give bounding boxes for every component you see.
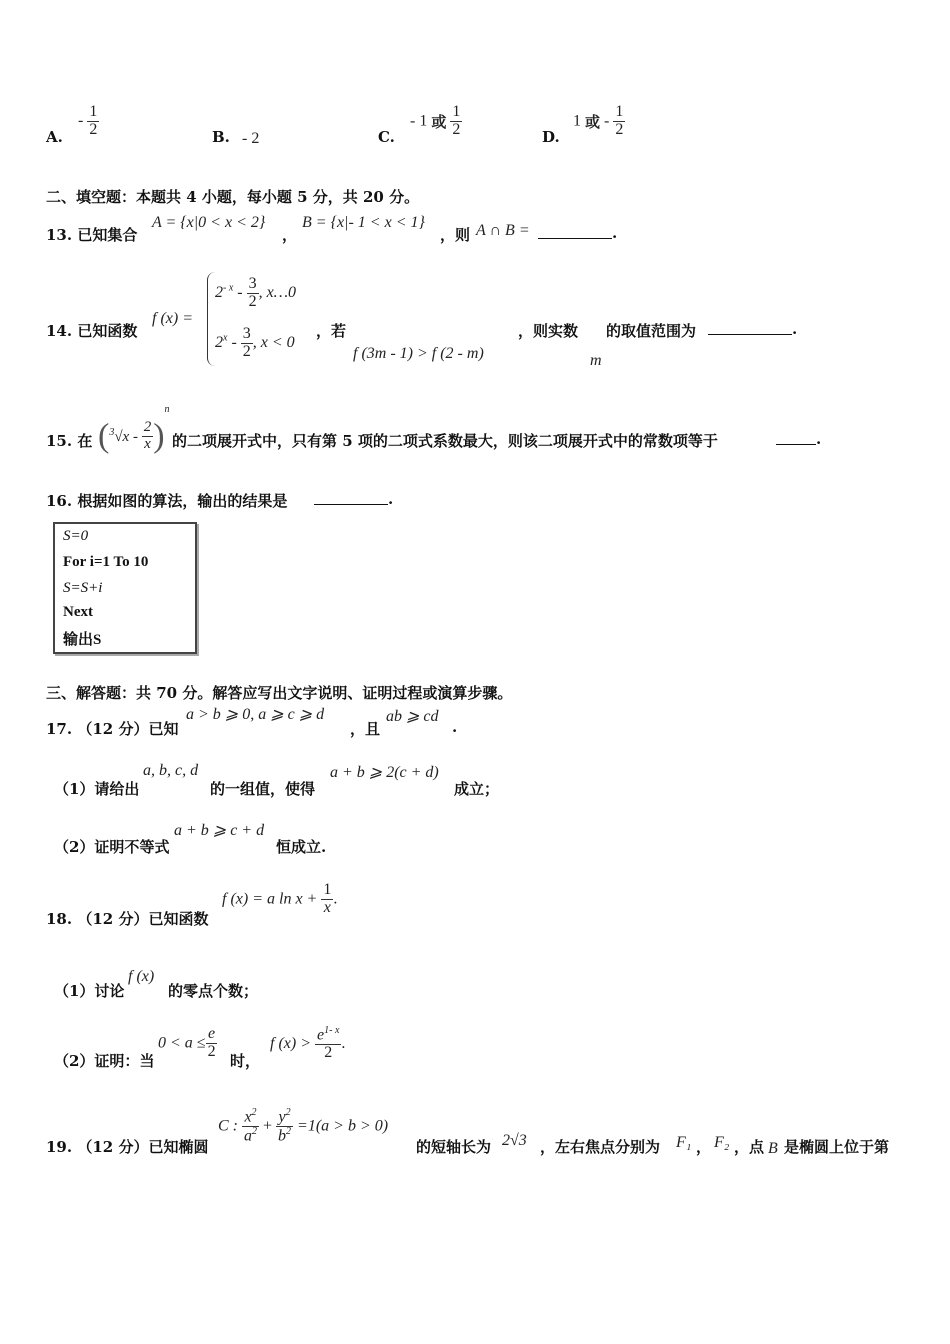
option-d-value: 1 或 - $\frac{1}{2}$ — [573, 103, 624, 138]
q16: 16. 根据如图的算法，输出的结果是 — [46, 492, 288, 510]
q14-blank[interactable] — [708, 320, 792, 339]
q19-f2: F₂ — [714, 1134, 730, 1151]
algo-line-2: For i=1 To 10 — [63, 554, 149, 570]
q14: 14. 已知函数 — [46, 322, 138, 340]
q16-blank[interactable] — [314, 490, 388, 509]
algo-line-4: Next — [63, 604, 93, 620]
q14-real: ，则实数 — [518, 322, 579, 340]
q13: 13. 已知集合 — [46, 226, 138, 244]
q13-blank[interactable] — [538, 224, 612, 243]
q17-part-1-text: 的一组值，使得 — [210, 780, 316, 798]
q17-part-1-end: 成立； — [454, 780, 500, 798]
option-b-label: B. — [212, 128, 230, 146]
q19-ellipse: C : $\frac{x^2}{a^2}$ + $\frac{y^2}{b^2}$ =1(a > b > 0) — [218, 1107, 389, 1145]
q19: 19. （12 分）已知椭圆 — [46, 1138, 209, 1156]
q13-intersection: A ∩ B = — [476, 222, 530, 239]
option-a-label: A. — [46, 128, 63, 146]
q18-function: f (x) = a ln x + $\frac{1}{x}$ . — [222, 881, 338, 916]
section-3-title: 三、解答题：共 70 分。解答应写出文字说明、证明过程或演算步骤。 — [46, 684, 513, 702]
q19-foci-text: ，左右焦点分别为 — [540, 1138, 661, 1156]
q14-condition: f (3m - 1) > f (2 - m) — [353, 345, 484, 362]
q14-fx: f (x) = — [152, 310, 193, 327]
q15-blank[interactable] — [776, 430, 816, 449]
q18: 18. （12 分）已知函数 — [46, 910, 209, 928]
q14-case-1: $2^{- x}$ - $\frac{3}{2}$ , x…0 — [215, 275, 296, 310]
q19-text: 的短轴长为 — [416, 1138, 492, 1156]
q19-f1: F₁ — [676, 1134, 692, 1151]
option-c-label: C. — [378, 128, 395, 146]
q16-end: . — [388, 490, 394, 508]
q17: 17. （12 分）已知 — [46, 720, 179, 738]
option-d-label: D. — [542, 128, 560, 146]
section-2-title: 二、填空题：本题共 4 小题，每小题 5 分，共 20 分。 — [46, 188, 420, 206]
q18-part-1-fx: f (x) — [128, 968, 155, 985]
q18-part-1-text: 的零点个数； — [168, 982, 259, 1000]
q17-condition-1: a > b ⩾ 0, a ⩾ c ⩾ d — [186, 706, 325, 723]
q15-expression: ($^3$√x - $\frac{2}{x}$ )$^n$ — [98, 404, 170, 455]
algo-line-5: 输出S — [63, 632, 102, 648]
q17-part-1: （1）请给出 — [54, 780, 140, 798]
q17-end: . — [452, 718, 458, 736]
q13-set-b: B = {x|- 1 < x < 1} — [302, 214, 425, 231]
q17-condition-2: ab ⩾ cd — [386, 708, 439, 725]
q18-part-1: （1）讨论 — [54, 982, 125, 1000]
q19-sep: ， — [696, 1138, 712, 1156]
q17-part-1-vars: a, b, c, d — [143, 762, 199, 779]
q15: 15. 在 — [46, 432, 93, 450]
q17-and: ，且 — [350, 720, 381, 738]
q18-part-2-cond: 0 < a ≤ $\frac{e}{2}$ — [158, 1025, 216, 1060]
q18-part-2: （2）证明：当 — [54, 1052, 155, 1070]
q17-part-2: （2）证明不等式 — [54, 838, 170, 856]
q19-minor-axis: 2√3 — [502, 1132, 527, 1149]
q14-end: . — [792, 320, 798, 338]
algo-line-3: S=S+i — [63, 580, 103, 596]
q14-range: 的取值范围为 — [606, 322, 697, 340]
q14-if: ，若 — [316, 322, 347, 340]
algo-line-1: S=0 — [63, 528, 89, 544]
q19-end: 是椭圆上位于第 — [784, 1138, 890, 1156]
algorithm-box — [53, 522, 197, 654]
q13-set-a: A = {x|0 < x < 2} — [152, 214, 266, 231]
q19-point: ，点 — [734, 1138, 765, 1156]
option-a-value: - $\frac{1}{2}$ — [78, 103, 98, 138]
q17-part-2-ineq: a + b ⩾ c + d — [174, 822, 265, 839]
q18-part-2-ineq: f (x) > $\frac{e^{1- x}}{2}$ . — [270, 1025, 346, 1062]
q14-var-m: m — [590, 352, 602, 369]
q15-end: . — [816, 430, 822, 448]
q17-part-2-end: 恒成立. — [276, 838, 327, 856]
q18-part-2-when: 时， — [230, 1052, 261, 1070]
q13-text: ，则 — [440, 226, 471, 244]
q17-part-1-ineq: a + b ⩾ 2(c + d) — [330, 764, 439, 781]
q19-b: B — [768, 1140, 778, 1157]
q13-end: . — [612, 224, 618, 242]
q13-sep: ， — [282, 226, 298, 244]
q15-text: 的二项展开式中，只有第 5 项的二项式系数最大，则该二项展开式中的常数项等于 — [172, 432, 718, 450]
q14-case-2: 2$^x$ - $\frac{3}{2}$ , x < 0 — [215, 325, 295, 360]
option-c-value: - 1 或 $\frac{1}{2}$ — [410, 103, 461, 138]
option-b-value: - 2 — [242, 130, 260, 147]
